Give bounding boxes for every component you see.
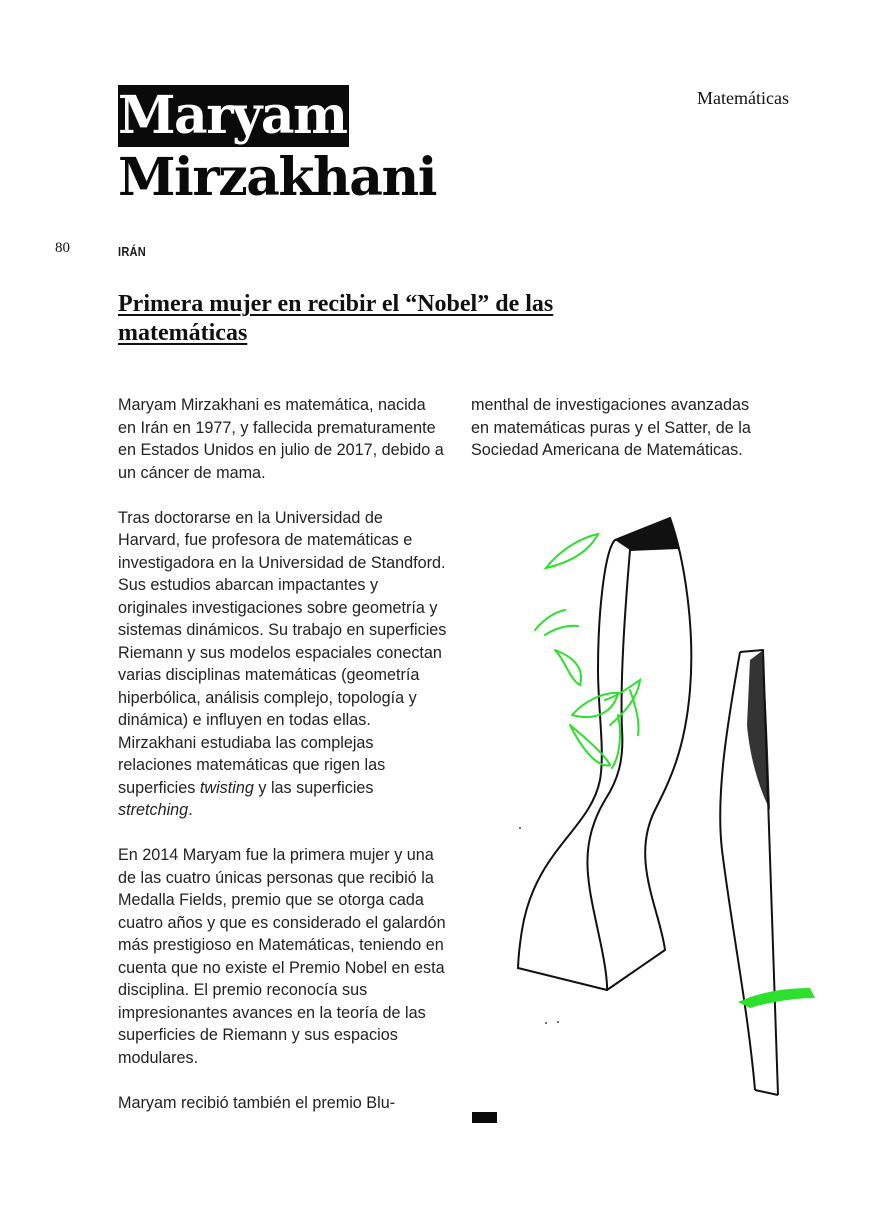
paragraph-5: menthal de investigaciones avanzadas en matemáticas puras y el Satter, de la Sociedad Americana de Matemáticas. <box>471 396 751 459</box>
right-column <box>471 394 771 484</box>
paragraph-3: En 2014 Maryam fue la primera mujer y una de las cuatro únicas personas que recibió la Medalla Fields, premio que se otorga cada cuatro años y que es considerado el galardón más prestigioso en Matemáticas, teniendo en cuenta que no existe el Premio Nobel en esta disciplina. El premio reconocía sus impresionantes avances en la teoría de las superficies de Riemann y sus espacios modulares. <box>118 846 446 1067</box>
emphasis-stretching: stretching <box>118 801 189 819</box>
paragraph-4: Maryam recibió también el premio Blu- <box>118 1093 396 1112</box>
paragraph-1: Maryam Mirzakhani es matemática, nacida en Irán en 1977, y fallecida prematuramente en Estados Unidos en julio de 2017, debido a un cáncer de mama. <box>118 396 444 482</box>
paragraph-2-text-mid: y las superficies <box>253 778 374 797</box>
emphasis-twisting: twisting <box>199 778 254 797</box>
title-first-name: Maryam <box>118 85 347 146</box>
title-last-name: Mirzakhani <box>118 147 437 208</box>
paragraph-2-text-end: . <box>188 801 193 819</box>
page-number: 80 <box>55 240 70 256</box>
end-mark <box>472 1112 497 1123</box>
article-subtitle: Primera mujer en recibir el “Nobel” de las matemáticas <box>118 291 554 346</box>
twisted-ribbon-sculpture-drawing-icon <box>510 510 820 1100</box>
paragraph-2 <box>118 507 448 822</box>
left-column <box>118 394 448 1137</box>
country-label: IRÁN <box>118 244 147 259</box>
page-title <box>118 85 436 209</box>
section-label: Matemáticas <box>697 88 789 108</box>
paragraph-2-text: Tras doctorarse en la Universidad de Harvard, fue profesora de matemáticas e investigadora en la Universidad de Standford. Sus estudios abarcan impactantes y originales investigaciones sobre geometría y sistemas dinámicos. Su trabajo en superficies Riemann y sus modelos espaciales conectan varias disciplinas matemáticas (geometría hiperbólica, análisis complejo, topología y dinámica) e influyen en todas ellas. Mirzakhani estudiaba las complejas relaciones matemáticas que rigen las superficies <box>118 508 447 797</box>
